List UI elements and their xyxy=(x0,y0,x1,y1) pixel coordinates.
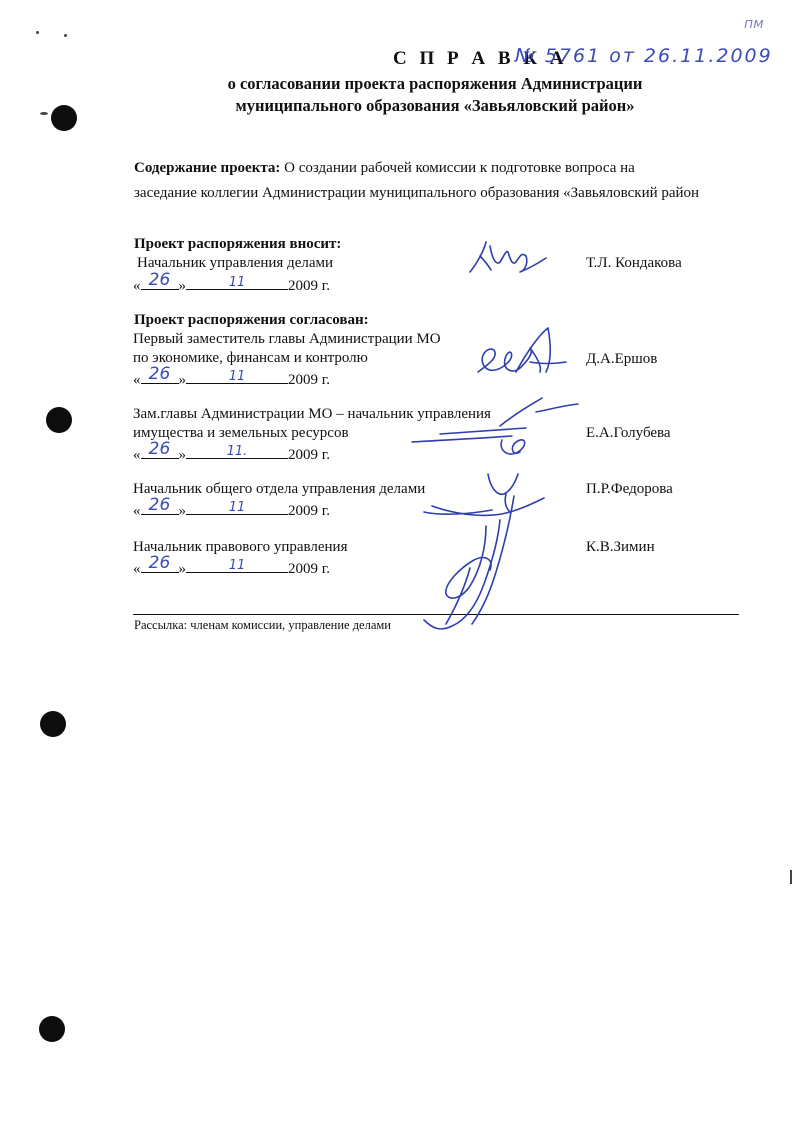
approver-2-date: « 26 » 11. 2009 г. xyxy=(133,439,330,463)
punch-hole xyxy=(39,1016,65,1042)
speck xyxy=(790,870,792,884)
document-title: С П Р А В К А xyxy=(393,48,568,69)
approver-3-position-line1: Начальник общего отдела управления делами xyxy=(133,481,426,497)
signature-kondakova xyxy=(470,242,546,272)
submitted-date: « 26 » 11 2009 г. xyxy=(133,270,330,294)
approver-1-month: 11 xyxy=(228,369,246,384)
approver-3-month: 11 xyxy=(228,500,246,515)
approver-1-position-line2: по экономике, финансам и контролю xyxy=(133,350,368,366)
approver-3-name: П.Р.Федорова xyxy=(586,481,673,497)
approver-2-position-line2: имущества и земельных ресурсов xyxy=(133,425,349,441)
approver-2-position-line1: Зам.главы Администрации МО – начальник управления xyxy=(133,406,491,422)
submitted-month: 11 xyxy=(228,275,246,290)
approver-1-date: « 26 » 11 2009 г. xyxy=(133,364,330,388)
signature-fedorova xyxy=(424,474,544,515)
punch-hole xyxy=(40,711,66,737)
approver-1-day: 26 xyxy=(148,364,171,384)
approver-1-name: Д.А.Ершов xyxy=(586,351,658,367)
submitted-heading: Проект распоряжения вносит: xyxy=(134,236,342,252)
approver-4-position-line1: Начальник правового управления xyxy=(133,539,348,555)
footer-rule xyxy=(133,614,739,615)
speck xyxy=(36,31,39,34)
approver-2-name: Е.А.Голубева xyxy=(586,425,671,441)
approver-4-day: 26 xyxy=(148,553,171,573)
project-content xyxy=(134,156,736,206)
approved-heading: Проект распоряжения согласован: xyxy=(134,312,369,328)
registration-note: № 5761 от 26.11.2009 xyxy=(515,45,773,67)
speck xyxy=(64,34,67,37)
approver-3-day: 26 xyxy=(148,495,171,515)
content-text-line2: заседание коллегии Администрации муниципального образования «Завьяловский район xyxy=(134,185,700,201)
signature-zimin xyxy=(424,496,514,629)
submitted-name: Т.Л. Кондакова xyxy=(586,255,682,271)
approver-2-day: 26 xyxy=(148,439,171,459)
signature-ershov xyxy=(478,328,566,372)
approver-3-date: « 26 » 11 2009 г. xyxy=(133,495,330,519)
submitted-position: Начальник управления делами xyxy=(137,255,334,271)
approver-2-month: 11. xyxy=(226,444,248,459)
approver-4-date: « 26 » 11 2009 г. xyxy=(133,553,330,577)
document-subtitle-line2: муниципального образования «Завьяловский район» xyxy=(235,96,635,115)
content-text-line1: О создании рабочей комиссии к подготовке вопроса на xyxy=(284,160,635,176)
mailing-list: Рассылка: членам комиссии, управление делами xyxy=(134,618,391,632)
document-subtitle-line1: о согласовании проекта распоряжения Администрации xyxy=(227,74,643,93)
approver-4-name: К.В.Зимин xyxy=(586,539,655,555)
content-label: Содержание проекта: xyxy=(134,160,281,176)
corner-mark: пм xyxy=(744,16,764,32)
content-line1 xyxy=(134,156,736,181)
submitted-day: 26 xyxy=(148,270,171,290)
punch-hole xyxy=(46,407,72,433)
approver-4-month: 11 xyxy=(228,558,246,573)
approver-1-position-line1: Первый заместитель главы Администрации МО xyxy=(133,331,441,347)
